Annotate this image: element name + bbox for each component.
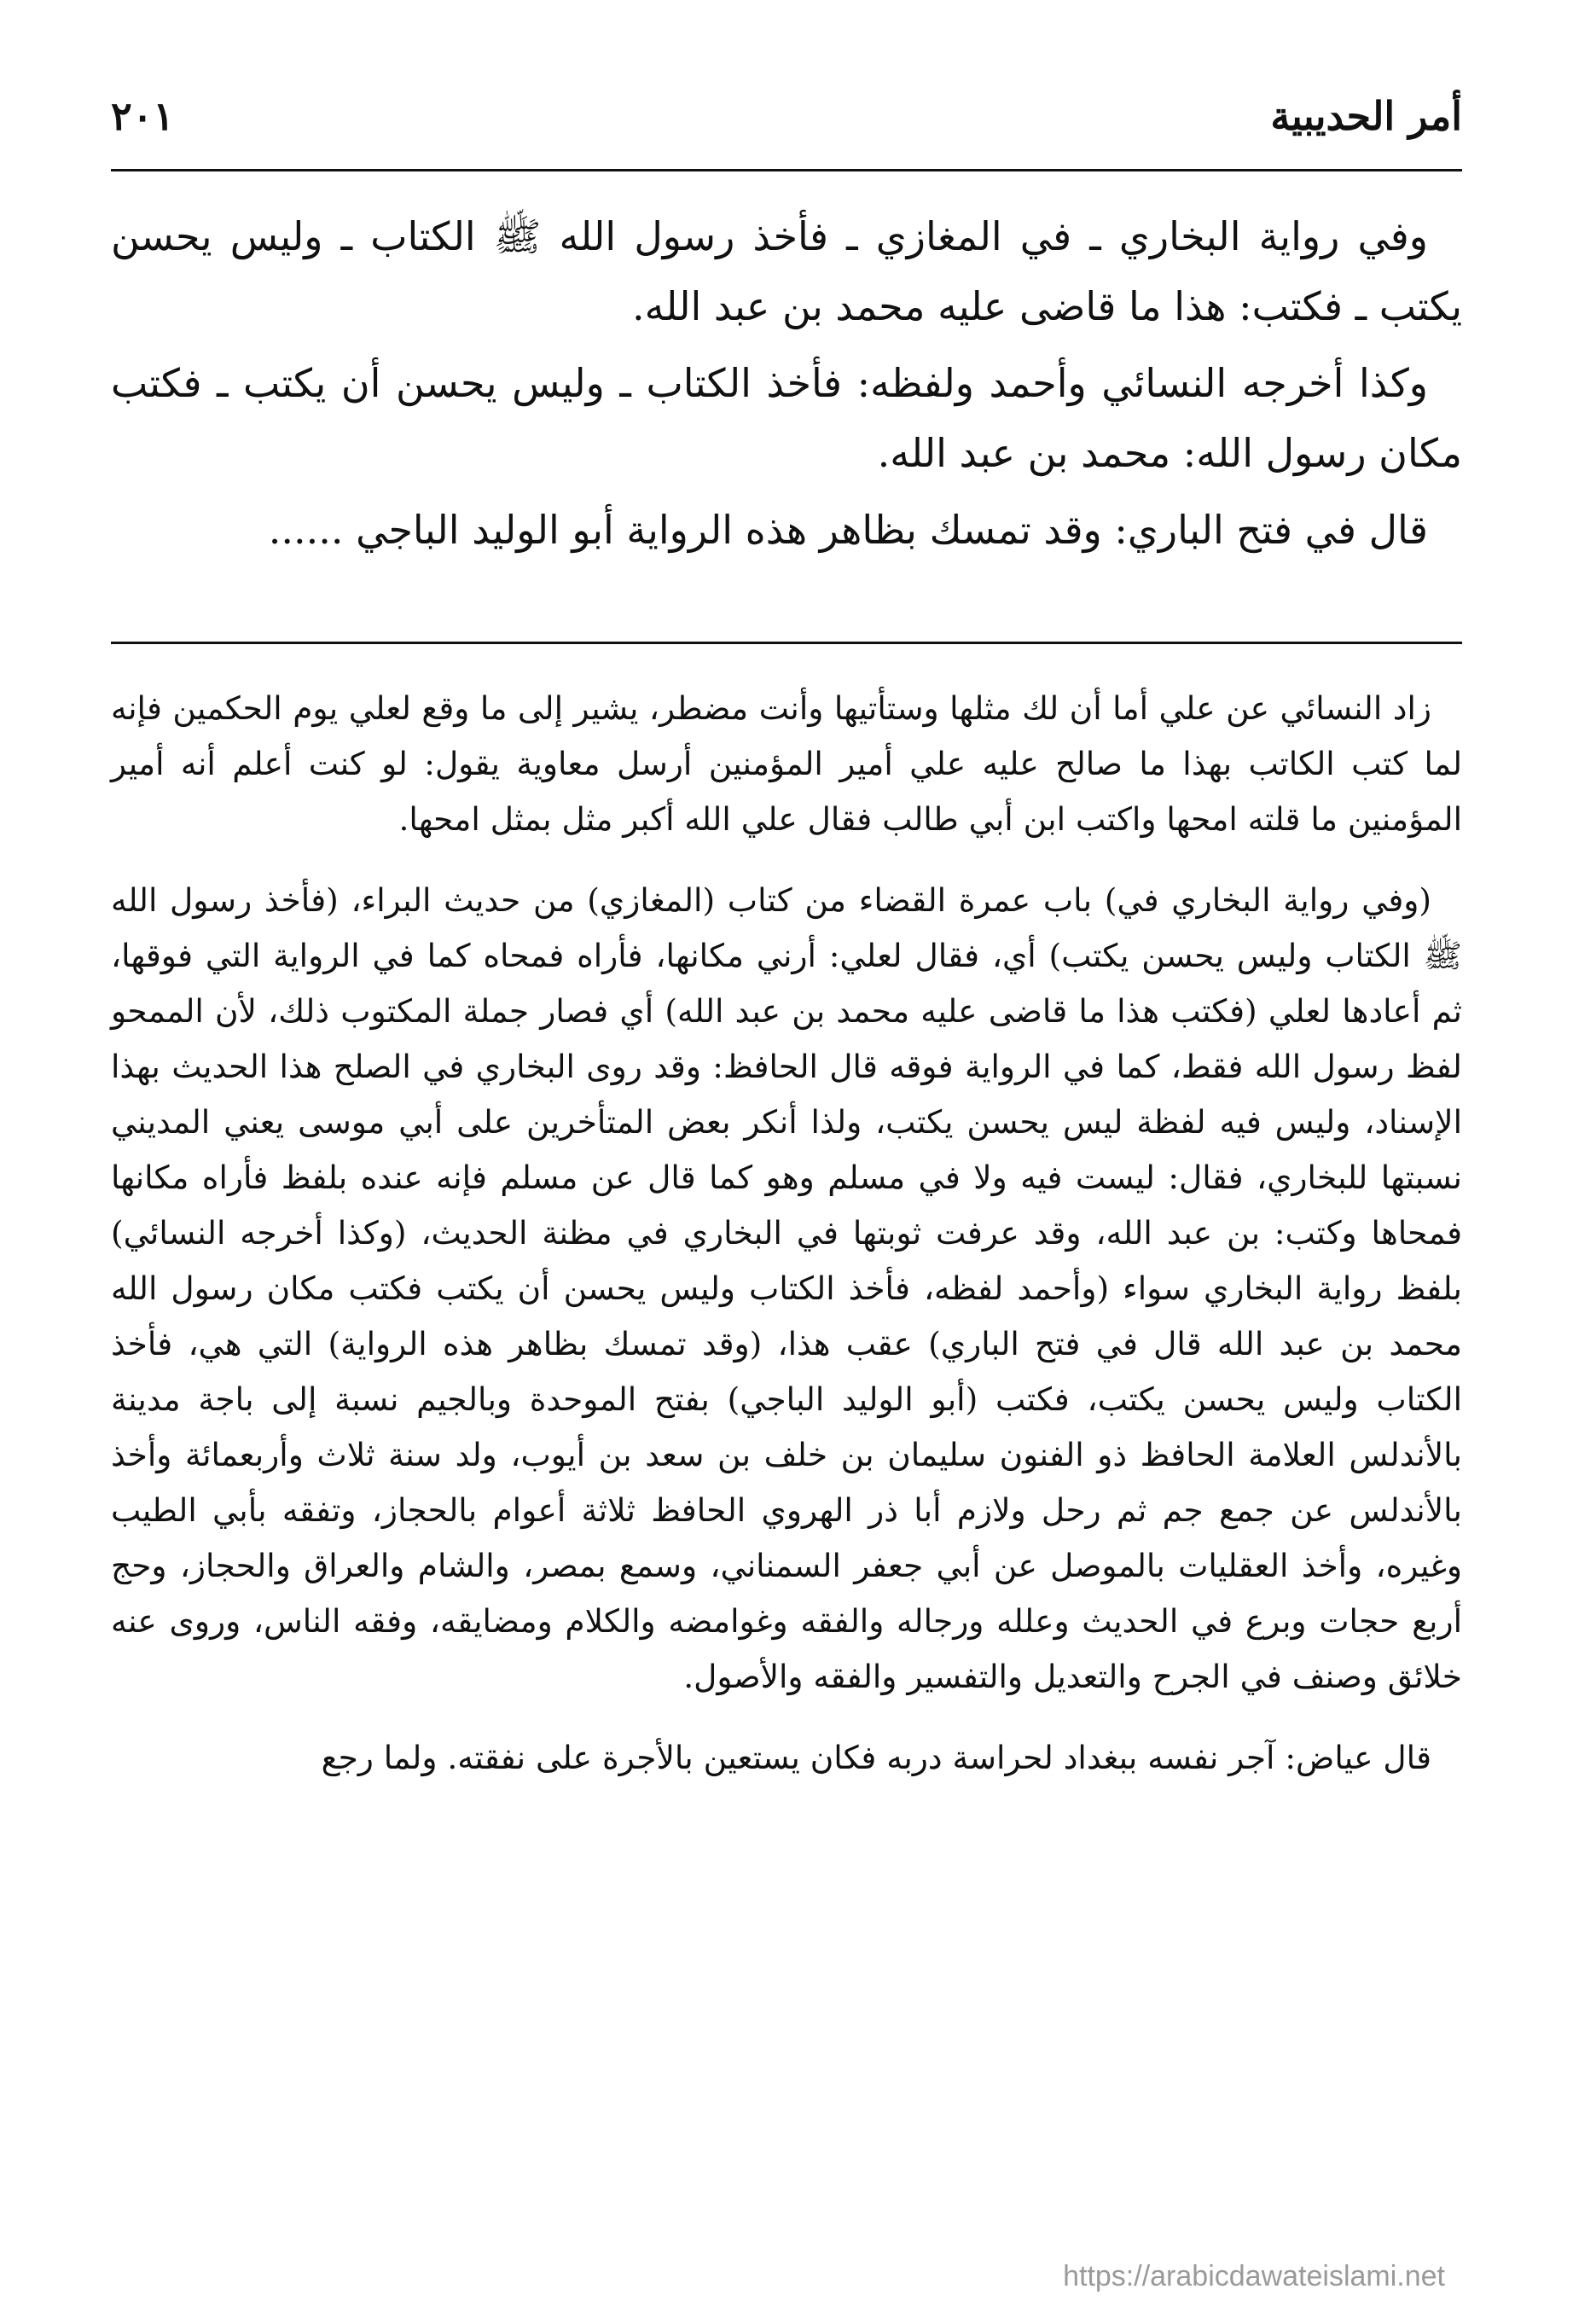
section-divider [111,642,1462,644]
commentary-paragraph: (وفي رواية البخاري في) باب عمرة القضاء من كتاب (المغازي) من حديث البراء، (فأخذ رسول الله ﷺ الكتاب وليس يحسن يكتب) أي، فقال لعلي: أرني مكانها، فأراه فمحاه كما في الرواية التي فوقها، ثم أعادها لعلي (فكتب هذا ما قاضى عليه محمد بن عبد الله) أي فصار جملة المكتوب ذلك، لأن الممحو لفظ رسول الله فقط، كما في الرواية فوقه قال الحافظ: وقد روى البخاري في الصلح هذا الحديث بهذا الإسناد، وليس فيه لفظة ليس يحسن يكتب، ولذا أنكر بعض المتأخرين على أبي موسى يعني المديني نسبتها للبخاري، فقال: ليست فيه ولا في مسلم وهو كما قال عن مسلم فإنه عنده بلفظ فأراه مكانها فمحاها وكتب: بن عبد الله، وقد عرفت ثوبتها في البخاري في مظنة الحديث، (وكذا أخرجه النسائي) بلفظ رواية البخاري سواء (وأحمد لفظه، فأخذ الكتاب وليس يحسن أن يكتب فكتب مكان رسول الله محمد بن عبد الله قال في فتح الباري) عقب هذا، (وقد تمسك بظاهر هذه الرواية) التي هي، فأخذ الكتاب وليس يحسن يكتب، فكتب (أبو الوليد الباجي) بفتح الموحدة وبالجيم نسبة إلى باجة مدينة بالأندلس العلامة الحافظ ذو الفنون سليمان بن خلف بن سعد بن أيوب، ولد سنة ثلاث وأربعمائة وأخذ بالأندلس عن جمع جم ثم رحل ولازم أبا ذر الهروي الحافظ ثلاثة أعوام بالحجاز، وتفقه بأبي الطيب وغيره، وأخذ العقليات بالموصل عن أبي جعفر السمناني، وسمع بمصر، والشام والعراق والحجاز، وحج أربع حجات وبرع في الحديث وعلله ورجاله والفقه وغوامضه والكلام ومضايقه، وفقه الناس، وروى عنه خلائق وصنف في الجرح والتعديل والتفسير والفقه والأصول. [111,881,1462,1695]
header-rule [111,169,1462,171]
commentary-paragraph: زاد النسائي عن علي أما أن لك مثلها وستأتيها وأنت مضطر، يشير إلى ما وقع لعلي يوم الحكمين فإنه لما كتب الكاتب بهذا ما صالح عليه علي أمير المؤمنين أرسل معاوية يقول: لو كنت أعلم أنه أمير المؤمنين ما قلته امحها واكتب ابن أبي طالب فقال علي الله أكبر مثل بمثل امحها. [111,689,1462,838]
page-number: ٢٠١ [111,93,175,139]
main-paragraph: وفي رواية البخاري ـ في المغازي ـ فأخذ رسول الله ﷺ الكتاب ـ وليس يحسن يكتب ـ فكتب: هذا ما قاضى عليه محمد بن عبد الله. [111,213,1462,329]
running-title: أمر الحديبية [1270,93,1462,139]
main-text-block [111,201,1462,572]
page-header [111,82,1462,150]
commentary-paragraph: قال عياض: آجر نفسه ببغداد لحراسة دربه فكان يستعين بالأجرة على نفقته. ولما رجع [321,1739,1431,1776]
main-paragraph: قال في فتح الباري: وقد تمسك بظاهر هذه الرواية أبو الوليد الباجي ...... [268,507,1428,553]
commentary-block [111,681,1462,1811]
main-paragraph: وكذا أخرجه النسائي وأحمد ولفظه: فأخذ الكتاب ـ وليس يحسن أن يكتب ـ فكتب مكان رسول الله: محمد بن عبد الله. [111,360,1462,476]
watermark-url: https://arabicdawateislami.net [1063,2260,1445,2292]
